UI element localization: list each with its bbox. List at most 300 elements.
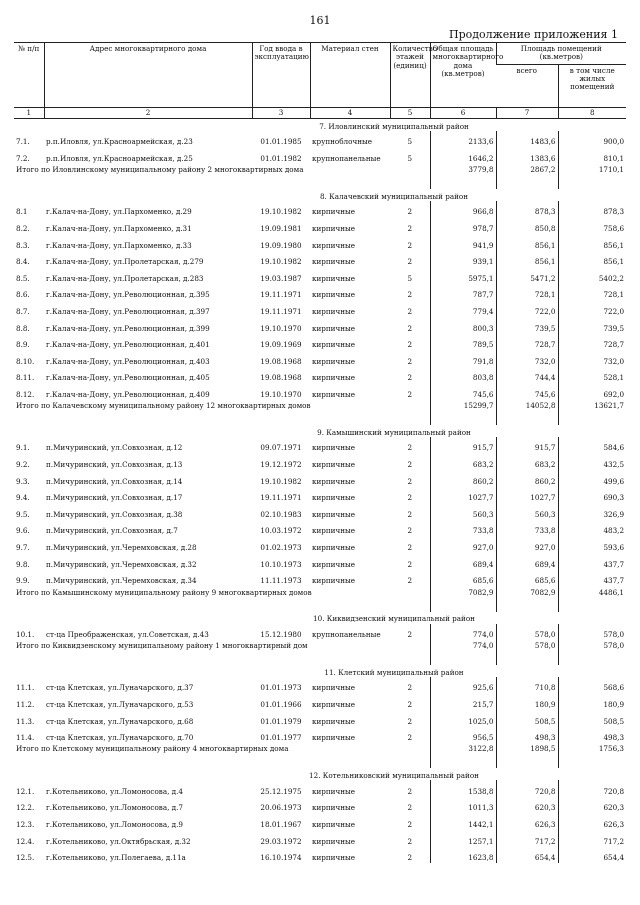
- table-cell: п.Мичуринский, ул.Совхозная, д.38: [46, 509, 183, 519]
- table-row: [14, 814, 626, 831]
- column-number: 8: [558, 107, 626, 118]
- table-cell: 626,3: [558, 814, 626, 831]
- table-cell: г.Калач-на-Дону, ул.Революционная, д.405: [46, 373, 210, 383]
- table-cell: 2: [407, 476, 413, 486]
- table-cell: 01.01.1973: [260, 683, 302, 693]
- table-cell: 01.01.1979: [260, 716, 302, 726]
- table-cell: г.Калач-на-Дону, ул.Пархоменко, д.33: [46, 240, 192, 250]
- total-value: 13621,7: [558, 400, 626, 425]
- table-cell: 1483,6: [496, 131, 558, 148]
- table-cell: 745,6: [496, 384, 558, 401]
- table-cell: 12.2.: [16, 803, 35, 813]
- table-cell: 19.11.1971: [260, 493, 302, 503]
- district-total-row: [14, 164, 626, 189]
- table-cell: 01.01.1966: [260, 700, 302, 709]
- table-cell: 8.6.: [16, 290, 30, 300]
- table-cell: 2: [407, 257, 413, 267]
- table-row: [14, 218, 626, 235]
- table-cell: 803,8: [430, 367, 496, 384]
- table-row: [14, 301, 626, 318]
- table-cell: 720,8: [496, 780, 558, 797]
- table-row: [14, 694, 626, 711]
- table-cell: 1383,6: [496, 147, 558, 164]
- table-row: [14, 437, 626, 454]
- table-cell: 11.2.: [16, 700, 35, 709]
- table-cell: кирпичные: [312, 460, 355, 470]
- table-cell: кирпичные: [312, 509, 355, 519]
- table-cell: п.Мичуринский, ул.Совхозная, д.13: [46, 460, 183, 470]
- table-cell: 9.2.: [16, 460, 30, 470]
- table-cell: 733,8: [496, 520, 558, 537]
- table-cell: 326,9: [558, 504, 626, 521]
- table-cell: 9.8.: [16, 559, 30, 569]
- table-row: [14, 710, 626, 727]
- table-row: [14, 780, 626, 797]
- table-cell: 1027,7: [430, 487, 496, 504]
- table-cell: 2: [407, 526, 413, 536]
- total-value: 774,0: [430, 640, 496, 665]
- table-row: [14, 317, 626, 334]
- table-cell: г.Калач-на-Дону, ул.Революционная, д.401: [46, 340, 210, 350]
- table-cell: кирпичные: [312, 543, 355, 553]
- table-cell: 739,5: [558, 317, 626, 334]
- table-cell: 15.12.1980: [260, 629, 302, 639]
- table-row: [14, 251, 626, 268]
- table-cell: 2: [407, 576, 413, 586]
- table-cell: 560,3: [496, 504, 558, 521]
- table-cell: г.Калач-на-Дону, ул.Революционная, д.403: [46, 356, 210, 366]
- table-cell: 789,5: [430, 334, 496, 351]
- table-cell: 717,2: [496, 830, 558, 847]
- table-cell: г.Калач-на-Дону, ул.Революционная, д.409: [46, 389, 210, 399]
- table-cell: 11.1.: [16, 683, 35, 693]
- table-cell: ст-ца Клетская, ул.Луначарского, д.68: [46, 716, 194, 726]
- table-cell: кирпичные: [312, 240, 355, 250]
- table-cell: 8.11.: [16, 373, 35, 383]
- table-cell: 508,5: [558, 710, 626, 727]
- table-cell: 8.5.: [16, 273, 30, 283]
- table-cell: 1538,8: [430, 780, 496, 797]
- table-cell: кирпичные: [312, 853, 355, 863]
- table-cell: 9.5.: [16, 509, 30, 519]
- table-cell: 9.1.: [16, 443, 30, 453]
- table-row: [14, 384, 626, 401]
- table-cell: 180,9: [496, 694, 558, 711]
- table-cell: кирпичные: [312, 836, 355, 846]
- table-cell: п.Мичуринский, ул.Совхозная, д.12: [46, 443, 183, 453]
- table-cell: 25.12.1975: [260, 786, 302, 796]
- table-cell: кирпичные: [312, 306, 355, 316]
- header-residential: в том числе жилых помещений: [558, 64, 626, 107]
- table-cell: п.Мичуринский, ул.Черемховская, д.32: [46, 559, 197, 569]
- table-cell: 19.09.1981: [260, 223, 302, 233]
- table-cell: 5: [407, 153, 413, 163]
- table-cell: 10.1.: [16, 629, 35, 639]
- district-title: 9. Камышинский муниципальный район: [317, 427, 471, 437]
- table-cell: г.Котельниково, ул.Полегаева, д.11а: [46, 853, 186, 863]
- table-cell: 2: [407, 733, 413, 743]
- table-cell: 2: [407, 207, 413, 217]
- table-cell: г.Котельниково, ул.Ломоносова, д.4: [46, 786, 183, 796]
- table-cell: 939,1: [430, 251, 496, 268]
- table-cell: 508,5: [496, 710, 558, 727]
- table-cell: 654,4: [558, 847, 626, 864]
- table-cell: 689,4: [430, 553, 496, 570]
- table-cell: 8.8.: [16, 323, 30, 333]
- table-row: [14, 520, 626, 537]
- district-heading-row: [14, 189, 626, 201]
- table-cell: ст-ца Преображенская, ул.Советская, д.43: [46, 629, 209, 639]
- table-cell: 498,3: [496, 727, 558, 744]
- table-cell: 787,7: [430, 284, 496, 301]
- table-cell: 2: [407, 223, 413, 233]
- total-value: 15299,7: [430, 400, 496, 425]
- table-cell: 683,2: [496, 454, 558, 471]
- table-cell: 12.4.: [16, 836, 35, 846]
- table-cell: 2: [407, 853, 413, 863]
- table-cell: 1646,2: [430, 147, 496, 164]
- table-cell: кирпичные: [312, 257, 355, 267]
- table-cell: 717,2: [558, 830, 626, 847]
- table-cell: г.Калач-на-Дону, ул.Революционная, д.395: [46, 290, 210, 300]
- table-cell: кирпичные: [312, 526, 355, 536]
- table-cell: 2: [407, 306, 413, 316]
- table-cell: кирпичные: [312, 323, 355, 333]
- table-cell: 11.4.: [16, 733, 35, 743]
- table-cell: 779,4: [430, 301, 496, 318]
- total-value: 1756,3: [558, 743, 626, 768]
- table-cell: 180,9: [558, 694, 626, 711]
- total-value: 7082,9: [496, 587, 558, 612]
- table-cell: 2: [407, 389, 413, 399]
- table-cell: кирпичные: [312, 700, 355, 709]
- table-cell: кирпичные: [312, 443, 355, 453]
- table-cell: 19.10.1970: [260, 389, 302, 399]
- table-cell: 2: [407, 543, 413, 553]
- column-number: 1: [14, 107, 44, 118]
- total-label: Итого по Киквидзенскому муниципальному району 1 многоквартирный дом: [16, 641, 308, 651]
- total-value: 14052,8: [496, 400, 558, 425]
- table-cell: 12.1.: [16, 786, 35, 796]
- table-cell: 11.3.: [16, 716, 35, 726]
- table-row: [14, 284, 626, 301]
- table-cell: р.п.Иловля, ул.Красноармейская, д.25: [46, 153, 193, 163]
- district-title: 8. Калачевский муниципальный район: [319, 191, 469, 201]
- table-cell: 728,1: [496, 284, 558, 301]
- district-heading-row: [14, 118, 626, 131]
- table-cell: кирпичные: [312, 273, 355, 283]
- table-cell: 19.10.1982: [260, 207, 302, 217]
- total-value: 1898,5: [496, 743, 558, 768]
- table-cell: кирпичные: [312, 223, 355, 233]
- table-cell: 2: [407, 786, 413, 796]
- table-cell: кирпичные: [312, 493, 355, 503]
- table-cell: г.Калач-на-Дону, ул.Пролетарская, д.283: [46, 273, 204, 283]
- page-number: 161: [309, 14, 331, 27]
- table-cell: 01.02.1973: [260, 543, 302, 553]
- table-cell: 5975,1: [430, 267, 496, 284]
- table-body: [14, 118, 626, 863]
- district-total-row: [14, 640, 626, 665]
- table-cell: 9.7.: [16, 543, 30, 553]
- table-cell: 19.10.1982: [260, 476, 302, 486]
- table-cell: 620,3: [558, 797, 626, 814]
- table-cell: 01.01.1985: [260, 137, 302, 147]
- district-total-row: [14, 587, 626, 612]
- column-number: 7: [496, 107, 558, 118]
- table-cell: 16.10.1974: [260, 853, 302, 863]
- header-material: Материал стен: [310, 43, 390, 108]
- table-cell: кирпичные: [312, 207, 355, 217]
- table-cell: п.Мичуринский, ул.Совхозная, д.7: [46, 526, 178, 536]
- table-cell: 19.08.1968: [260, 356, 302, 366]
- table-cell: г.Котельниково, ул.Октябрьская, д.32: [46, 836, 191, 846]
- table-cell: 2: [407, 240, 413, 250]
- table-cell: 1027,7: [496, 487, 558, 504]
- table-cell: кирпичные: [312, 803, 355, 813]
- table-cell: 437,7: [558, 553, 626, 570]
- table-cell: 878,3: [558, 201, 626, 218]
- header-num: № п/п: [14, 43, 44, 108]
- table-cell: 528,1: [558, 367, 626, 384]
- table-cell: кирпичные: [312, 373, 355, 383]
- table-row: [14, 267, 626, 284]
- table-cell: 18.01.1967: [260, 819, 302, 829]
- table-cell: ст-ца Клетская, ул.Луначарского, д.37: [46, 683, 194, 693]
- total-value: 4486,1: [558, 587, 626, 612]
- total-value: 578,0: [558, 640, 626, 665]
- table-cell: 8.9.: [16, 340, 30, 350]
- table-cell: 8.10.: [16, 356, 35, 366]
- table-cell: г.Калач-на-Дону, ул.Революционная, д.397: [46, 306, 210, 316]
- table-cell: 9.3.: [16, 476, 30, 486]
- table-cell: 7.1.: [16, 137, 30, 147]
- table-row: [14, 553, 626, 570]
- table-cell: 8.4.: [16, 257, 30, 267]
- table-cell: 19.11.1971: [260, 306, 302, 316]
- table-cell: 927,0: [496, 537, 558, 554]
- table-cell: 856,1: [496, 234, 558, 251]
- table-cell: крупноблочные: [312, 137, 372, 147]
- table-cell: 745,6: [430, 384, 496, 401]
- table-cell: кирпичные: [312, 819, 355, 829]
- table-cell: 791,8: [430, 350, 496, 367]
- table-cell: 9.6.: [16, 526, 30, 536]
- table-cell: ст-ца Клетская, ул.Луначарского, д.70: [46, 733, 194, 743]
- district-heading-row: [14, 612, 626, 624]
- table-row: [14, 487, 626, 504]
- table-cell: 19.09.1969: [260, 340, 302, 350]
- table-cell: кирпичные: [312, 356, 355, 366]
- district-total-row: [14, 400, 626, 425]
- table-cell: 620,3: [496, 797, 558, 814]
- table-cell: 878,3: [496, 201, 558, 218]
- table-cell: 19.11.1971: [260, 290, 302, 300]
- table-cell: 2: [407, 836, 413, 846]
- table-cell: 732,0: [558, 350, 626, 367]
- table-cell: кирпичные: [312, 389, 355, 399]
- table-cell: 8.3.: [16, 240, 30, 250]
- table-row: [14, 367, 626, 384]
- table-cell: п.Мичуринский, ул.Совхозная, д.17: [46, 493, 183, 503]
- district-title: 10. Киквидзенский муниципальный район: [313, 614, 475, 624]
- table-cell: 593,6: [558, 537, 626, 554]
- table-cell: 860,2: [496, 470, 558, 487]
- table-cell: 2: [407, 356, 413, 366]
- table-row: [14, 570, 626, 587]
- table-cell: 722,0: [558, 301, 626, 318]
- table-cell: 578,0: [558, 624, 626, 641]
- table-cell: 856,1: [558, 251, 626, 268]
- table-cell: г.Калач-на-Дону, ул.Пархоменко, д.29: [46, 207, 192, 217]
- table-cell: 683,2: [430, 454, 496, 471]
- table-cell: 12.3.: [16, 819, 35, 829]
- table-cell: 19.08.1968: [260, 373, 302, 383]
- table-cell: г.Калач-на-Дону, ул.Пролетарская, д.279: [46, 257, 204, 267]
- table-cell: 685,6: [496, 570, 558, 587]
- table-cell: 2: [407, 460, 413, 470]
- table-cell: кирпичные: [312, 340, 355, 350]
- table-cell: 774,0: [430, 624, 496, 641]
- total-label: Итого по Иловлинскому муниципальному району 2 многоквартирных дома: [16, 165, 304, 175]
- table-cell: 499,6: [558, 470, 626, 487]
- header-premises-area: Площадь помещений (кв.метров): [496, 43, 626, 65]
- table-cell: кирпичные: [312, 683, 355, 693]
- table-cell: 20.06.1973: [260, 803, 302, 813]
- table-cell: 2: [407, 716, 413, 726]
- table-cell: 722,0: [496, 301, 558, 318]
- table-cell: 1257,1: [430, 830, 496, 847]
- housing-table: [14, 42, 626, 863]
- table-cell: 856,1: [496, 251, 558, 268]
- table-cell: 728,7: [496, 334, 558, 351]
- table-row: [14, 830, 626, 847]
- table-cell: 578,0: [496, 624, 558, 641]
- header-year: Год ввода в эксплуатацию: [252, 43, 310, 108]
- table-cell: 5471,2: [496, 267, 558, 284]
- header-floors: Количество этажей (единиц): [390, 43, 430, 108]
- table-cell: 19.10.1982: [260, 257, 302, 267]
- column-number: 2: [44, 107, 252, 118]
- table-cell: 01.01.1977: [260, 733, 302, 743]
- table-cell: 758,6: [558, 218, 626, 235]
- table-cell: кирпичные: [312, 290, 355, 300]
- table-cell: г.Калач-на-Дону, ул.Пархоменко, д.31: [46, 223, 192, 233]
- table-cell: 710,8: [496, 677, 558, 694]
- table-cell: 744,4: [496, 367, 558, 384]
- table-cell: 956,5: [430, 727, 496, 744]
- table-row: [14, 454, 626, 471]
- total-value: 3779,8: [430, 164, 496, 189]
- header-address: Адрес многоквартирного дома: [44, 43, 252, 108]
- table-cell: 568,6: [558, 677, 626, 694]
- table-row: [14, 847, 626, 864]
- table-cell: 900,0: [558, 131, 626, 148]
- table-cell: 498,3: [558, 727, 626, 744]
- table-cell: п.Мичуринский, ул.Черемховская, д.34: [46, 576, 197, 586]
- table-cell: 685,6: [430, 570, 496, 587]
- total-value: 578,0: [496, 640, 558, 665]
- table-cell: 2: [407, 373, 413, 383]
- total-value: 2867,2: [496, 164, 558, 189]
- table-cell: 11.11.1973: [260, 576, 302, 586]
- table-cell: 8.7.: [16, 306, 30, 316]
- table-cell: 941,9: [430, 234, 496, 251]
- table-cell: 1025,0: [430, 710, 496, 727]
- table-row: [14, 334, 626, 351]
- header-all: всего: [516, 65, 537, 75]
- table-cell: 5: [407, 273, 413, 283]
- table-cell: кирпичные: [312, 576, 355, 586]
- table-cell: 584,6: [558, 437, 626, 454]
- table-cell: 2: [407, 683, 413, 693]
- table-row: [14, 131, 626, 148]
- table-cell: 626,3: [496, 814, 558, 831]
- total-label: Итого по Клетскому муниципальному району 4 многоквартирных дома: [16, 744, 289, 754]
- header-total-area: Общая площадь многоквартирного дома (кв.метров): [430, 43, 496, 108]
- table-cell: 2: [407, 290, 413, 300]
- table-cell: 19.12.1972: [260, 460, 302, 470]
- table-cell: 01.01.1982: [260, 153, 302, 163]
- table-cell: 1011,3: [430, 797, 496, 814]
- table-cell: 720,8: [558, 780, 626, 797]
- total-value: 7082,9: [430, 587, 496, 612]
- table-cell: 978,7: [430, 218, 496, 235]
- table-cell: кирпичные: [312, 476, 355, 486]
- column-numbers-row: [14, 107, 626, 118]
- table-cell: 2: [407, 493, 413, 503]
- table-cell: 9.9.: [16, 576, 30, 586]
- table-cell: 654,4: [496, 847, 558, 864]
- table-cell: 8.1: [16, 207, 28, 217]
- table-row: [14, 624, 626, 641]
- table-cell: 2: [407, 803, 413, 813]
- district-heading-row: [14, 425, 626, 437]
- table-cell: 12.5.: [16, 853, 35, 863]
- column-number: 3: [252, 107, 310, 118]
- table-cell: 2: [407, 559, 413, 569]
- table-cell: 2: [407, 323, 413, 333]
- table-row: [14, 350, 626, 367]
- district-total-row: [14, 743, 626, 768]
- table-cell: 925,6: [430, 677, 496, 694]
- table-cell: 2: [407, 509, 413, 519]
- table-cell: 29.03.1972: [260, 836, 302, 846]
- district-title: 7. Иловлинский муниципальный район: [319, 121, 469, 131]
- table-cell: 8.2.: [16, 223, 30, 233]
- table-cell: 733,8: [430, 520, 496, 537]
- total-value: 3122,8: [430, 743, 496, 768]
- table-cell: 1442,1: [430, 814, 496, 831]
- table-cell: 2: [407, 340, 413, 350]
- column-number: 6: [430, 107, 496, 118]
- total-label: Итого по Калачевскому муниципальному району 12 многоквартирных домов: [16, 401, 311, 411]
- table-cell: 739,5: [496, 317, 558, 334]
- table-cell: ст-ца Клетская, ул.Луначарского, д.53: [46, 700, 194, 709]
- table-cell: 927,0: [430, 537, 496, 554]
- table-row: [14, 677, 626, 694]
- table-cell: 7.2.: [16, 153, 30, 163]
- table-cell: 732,0: [496, 350, 558, 367]
- table-cell: 02.10.1983: [260, 509, 302, 519]
- table-cell: 437,7: [558, 570, 626, 587]
- table-cell: г.Калач-на-Дону, ул.Революционная, д.399: [46, 323, 210, 333]
- table-cell: крупнопанельные: [312, 153, 381, 163]
- table-cell: 692,0: [558, 384, 626, 401]
- table-cell: 5402,2: [558, 267, 626, 284]
- table-cell: 728,7: [558, 334, 626, 351]
- table-row: [14, 201, 626, 218]
